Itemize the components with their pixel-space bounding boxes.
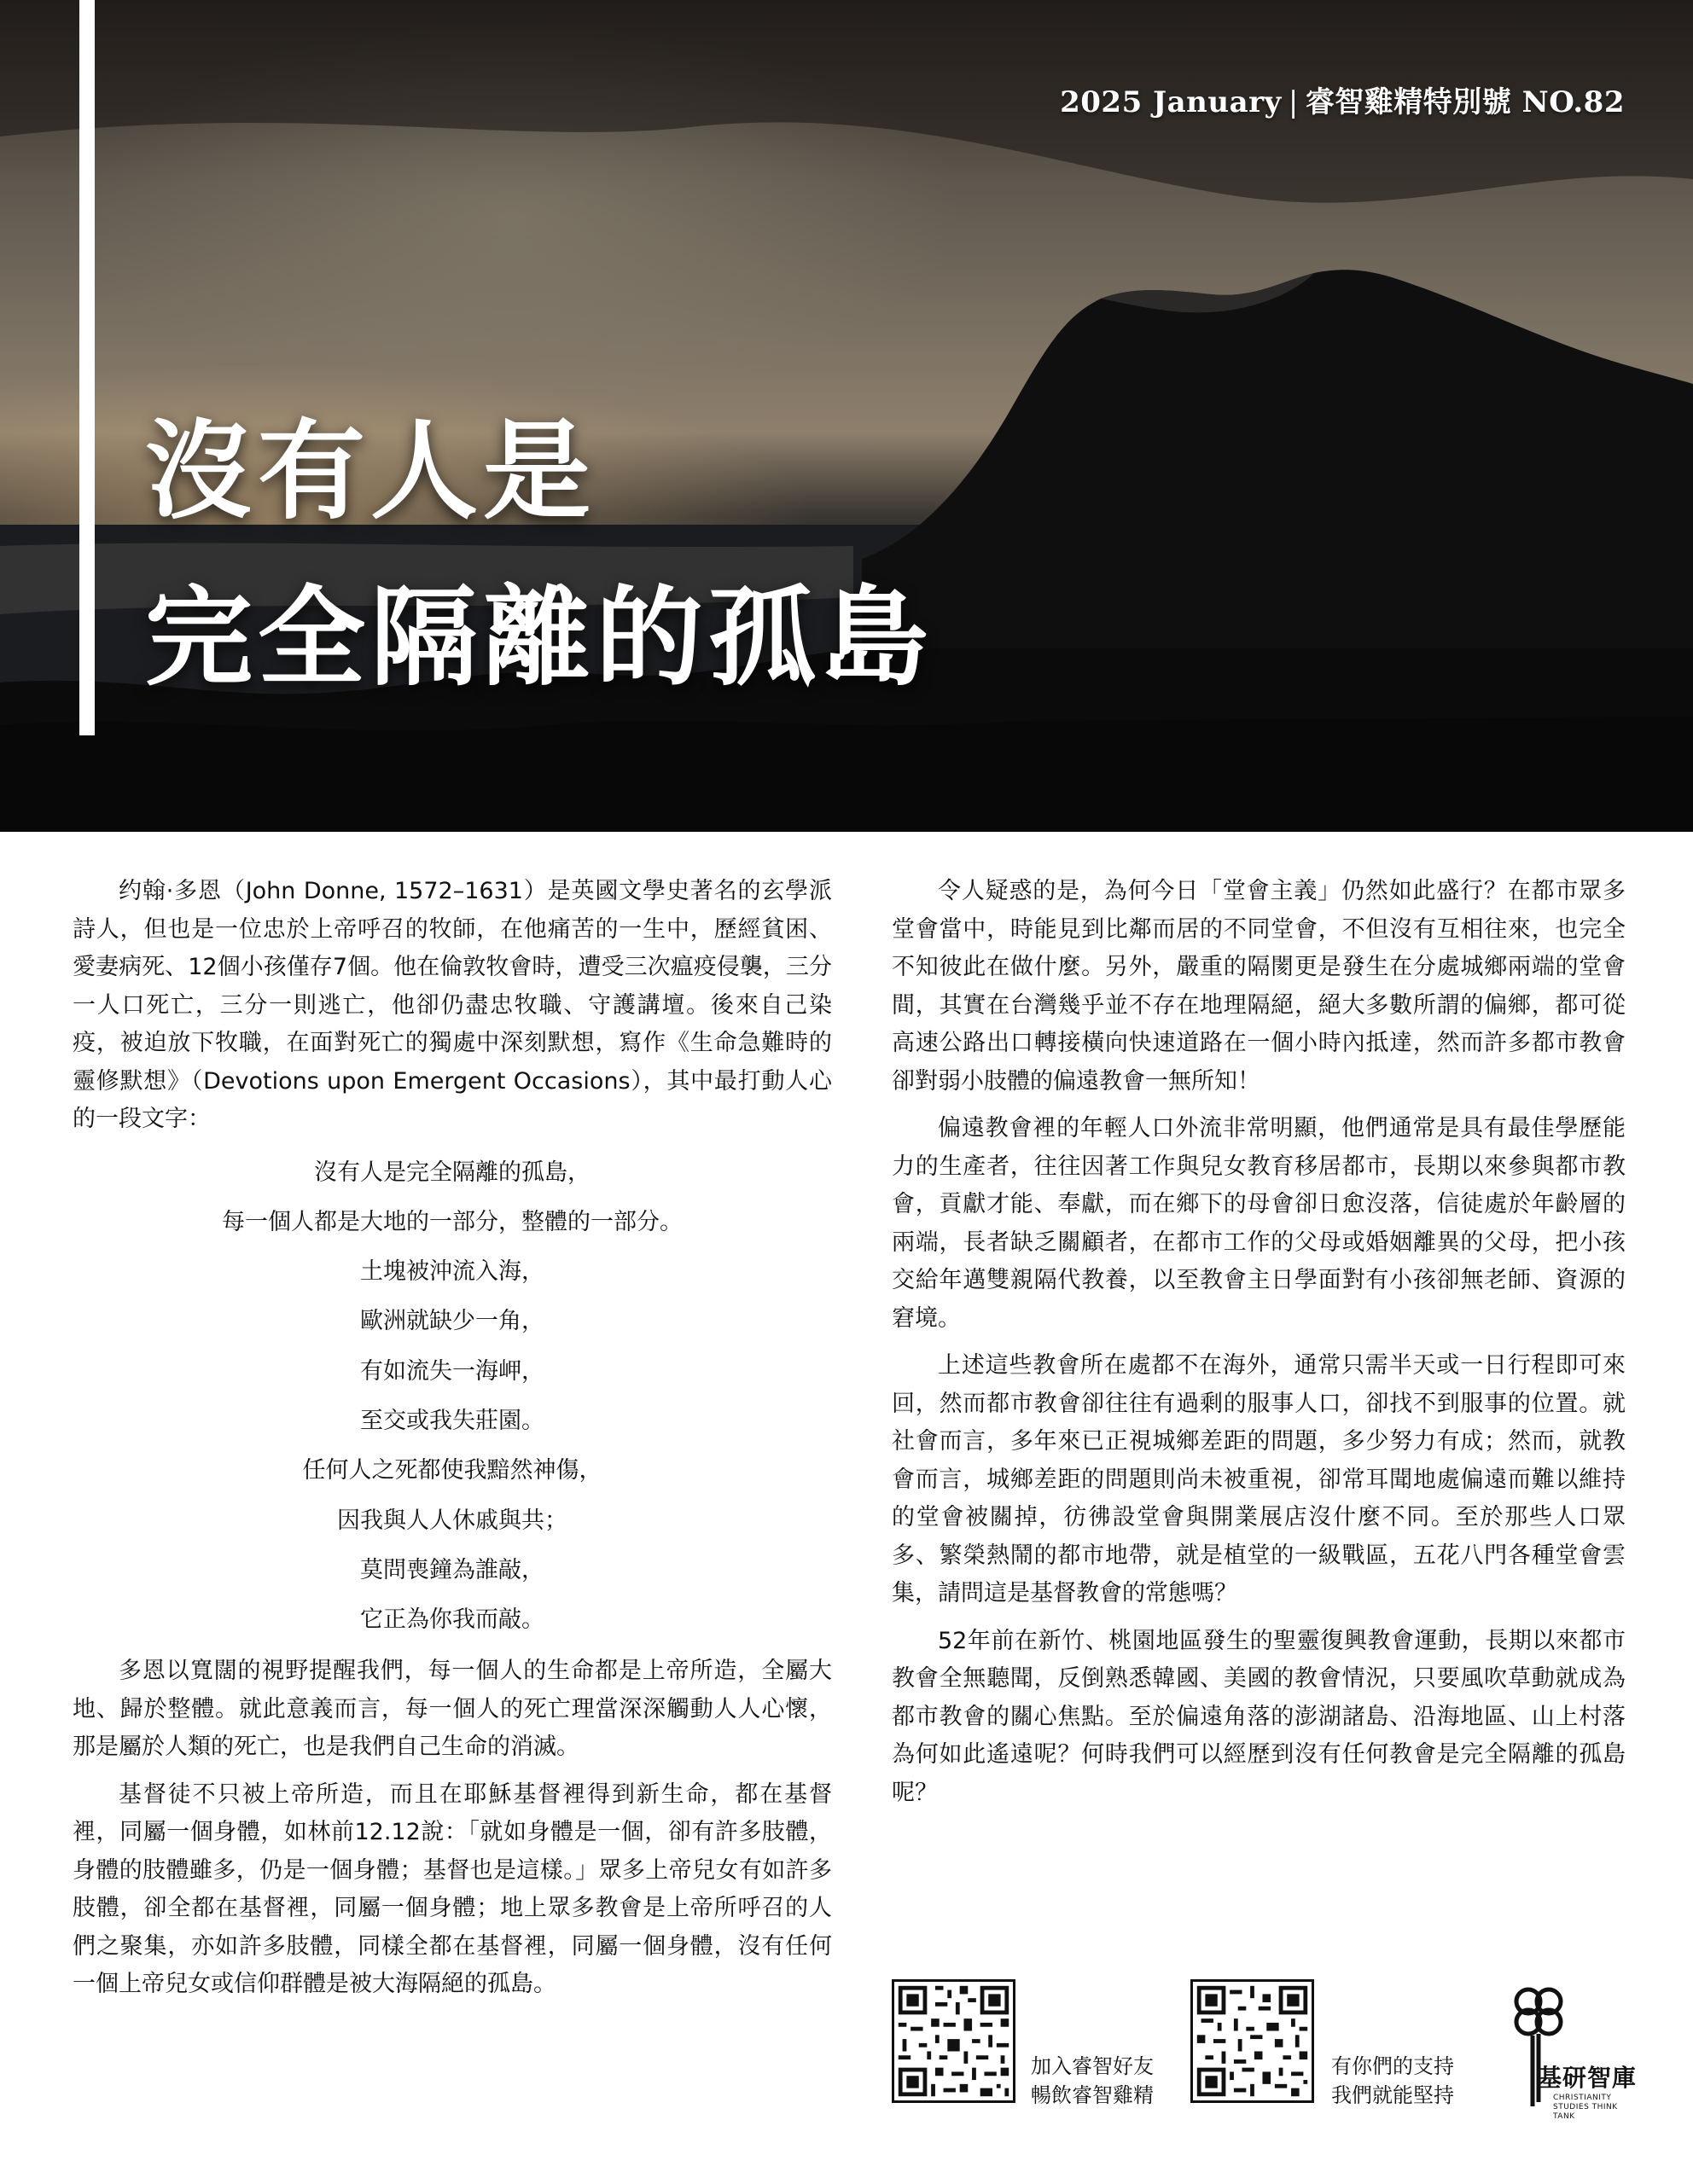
hero-banner	[0, 0, 1693, 832]
poem-line: 歐洲就缺少一角，	[360, 1308, 544, 1335]
body-paragraph: 多恩以寬闊的視野提醒我們，每一個人的生命都是上帝所造，全屬大地、歸於整體。就此意義而言，每一個人的死亡理當深深觸動人人心懷，那是屬於人類的死亡，也是我們自己生命的消滅。	[73, 1658, 832, 1761]
body-paragraph: 上述這些教會所在處都不在海外，通常只需半天或一日行程即可來回，然而都市教會卻往往有過剩的服事人口，卻找不到服事的位置。就社會而言，多年來已正視城鄉差距的問題，多少努力有成；然而，就教會而言，城鄉差距的問題則尚未被重視，卻常耳聞地處偏遠而難以維持的堂會被關掉，彷彿設堂會與開業展店沒什麼不同。至於那些人口眾多、繁榮熱鬧的都市地帶，就是植堂的一級戰區，五花八門各種堂會雲集，請問這是基督教會的常態嗎？	[892, 1352, 1626, 1606]
poem-line: 莫問喪鐘為誰敲，	[360, 1556, 544, 1583]
body-paragraph: 基督徒不只被上帝所造，而且在耶穌基督裡得到新生命，都在基督裡，同屬一個身體，如林前12.12說：「就如身體是一個，卻有許多肢體，身體的肢體雖多，仍是一個身體；基督也是這樣。」眾多上帝兒女有如許多肢體，卻全都在基督裡，同屬一個身體；地上眾多教會是上帝所呼召的人們之聚集，亦如許多肢體，同樣全都在基督裡，同屬一個身體，沒有任何一個上帝兒女或信仰群體是被大海隔絕的孤島。	[73, 1780, 832, 1998]
issue-label: 睿智雞精特別號 NO.82	[1305, 85, 1625, 119]
body-paragraph: 52年前在新竹、桃園地區發生的聖靈復興教會運動，長期以來都市教會全無聽聞，反倒熟悉韓國、美國的教會情況，只要風吹草動就成為都市教會的關心焦點。至於偏遠角落的澎湖諸島、沿海地區、山上村落為何如此遙遠呢？何時我們可以經歷到沒有任何教會是完全隔離的孤島呢？	[892, 1627, 1626, 1806]
caption-line: 有你們的支持	[1331, 2054, 1454, 2078]
poem-line: 它正為你我而敲。	[360, 1606, 544, 1634]
poem-block	[73, 1148, 832, 1646]
caption-line: 暢飲睿智雞精	[1031, 2083, 1154, 2107]
caption-line: 我們就能堅持	[1331, 2083, 1454, 2107]
issue-separator: |	[1288, 85, 1299, 119]
right-column	[892, 873, 1626, 1821]
poem-line: 至交或我失莊園。	[360, 1407, 544, 1434]
organization-logo	[1485, 1983, 1638, 2136]
poem-line: 有如流失一海岬，	[360, 1357, 544, 1385]
caption-line: 加入睿智好友	[1031, 2054, 1154, 2078]
title-accent-bar	[79, 0, 95, 735]
qr-caption-join	[1031, 2052, 1154, 2110]
page-title	[145, 388, 934, 721]
body-paragraph: 令人疑惑的是，為何今日「堂會主義」仍然如此盛行？在都市眾多堂會當中，時能見到比鄰而居的不同堂會，不但沒有互相往來，也完全不知彼此在做什麼。另外，嚴重的隔閡更是發生在分處城鄉兩端的堂會間，其實在台灣幾乎並不存在地理隔絕，絕大多數所謂的偏鄉，都可從高速公路出口轉接橫向快速道路在一個小時內抵達，然而許多都市教會卻對弱小肢體的偏遠教會一無所知！	[892, 878, 1626, 1095]
body-paragraph: 偏遠教會裡的年輕人口外流非常明顯，他們通常是具有最佳學歷能力的生產者，往往因著工作與兒女教育移居都市，長期以來參與都市教會，貢獻才能、奉獻，而在鄉下的母會卻日愈沒落，信徒處於年齡層的兩端，長者缺乏關顧者，在都市工作的父母或婚姻離異的父母，把小孩交給年邁雙親隔代教養，以至教會主日學面對有小孩卻無老師、資源的窘境。	[892, 1115, 1626, 1332]
logo-english: CHRISTIANITY STUDIES THINK TANK	[1553, 2094, 1618, 2121]
poem-line: 土塊被沖流入海，	[360, 1258, 544, 1286]
footer	[887, 1979, 1638, 2150]
poem-line: 任何人之死都使我黯然神傷，	[302, 1457, 602, 1484]
left-column	[73, 873, 832, 2013]
qr-code-support[interactable]	[1190, 1979, 1314, 2103]
qr-caption-support	[1331, 2052, 1454, 2110]
poem-line: 每一個人都是大地的一部分，整體的一部分。	[222, 1208, 683, 1235]
logo-name: 基研智庫	[1538, 2064, 1638, 2092]
qr-code-join[interactable]	[892, 1979, 1015, 2103]
intro-paragraph: 约翰·多恩（John Donne, 1572–1631）是英國文學史著名的玄學派詩人，但也是一位忠於上帝呼召的牧師，在他痛苦的一生中，歷經貧困、愛妻病死、12個小孩僅存7個。他在倫敦牧會時，遭受三次瘟疫侵襲，三分一人口死亡，三分一則逃亡，他卻仍盡忠牧職、守護講壇。後來自己染疫，被迫放下牧職，在面對死亡的獨處中深刻默想，寫作《生命急難時的靈修默想》（Devotions upon Emergent Occasions），其中最打動人心的一段文字：	[73, 878, 832, 1132]
poem-line: 因我與人人休戚與共；	[337, 1507, 567, 1534]
poem-line: 沒有人是完全隔離的孤島，	[314, 1159, 591, 1186]
issue-date: 2025 January	[1060, 85, 1282, 119]
issue-header	[1060, 78, 1625, 120]
title-line-2: 完全隔離的孤島	[145, 574, 934, 700]
qr-code-pattern	[1193, 1982, 1312, 2100]
title-line-1: 沒有人是	[145, 408, 596, 534]
qr-code-pattern	[894, 1982, 1013, 2100]
